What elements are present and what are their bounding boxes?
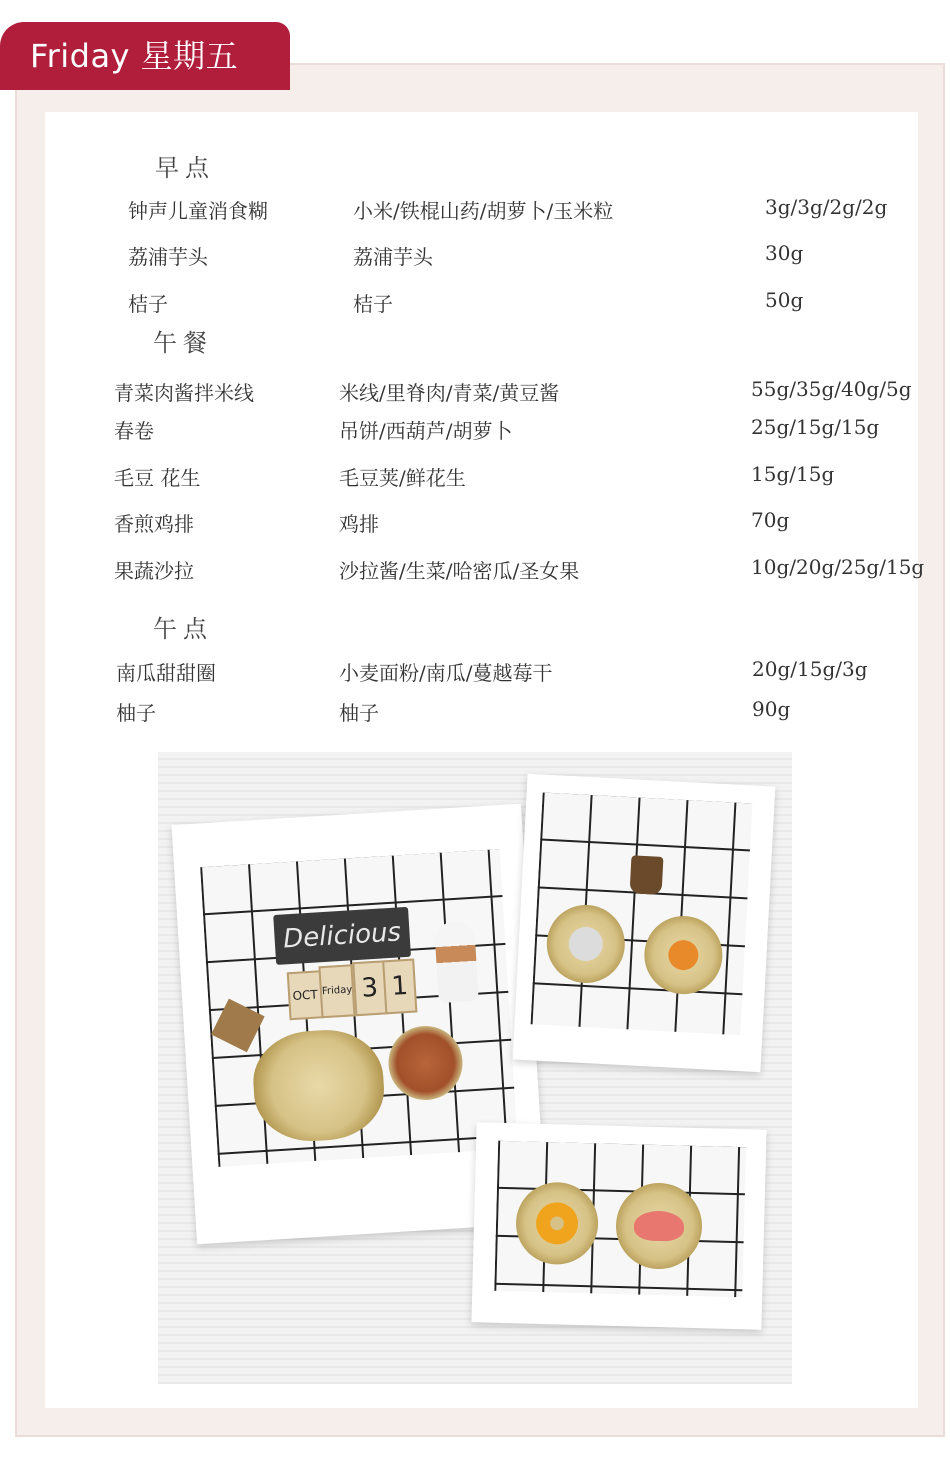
lunch-tray xyxy=(250,1027,386,1145)
dish-ingredients: 柚子 xyxy=(339,701,379,725)
dish-amount: 50g xyxy=(765,288,804,312)
dish-ingredients: 荔浦芋头 xyxy=(353,245,433,269)
dish-amount: 20g/15g/3g xyxy=(752,657,868,681)
noodle-bowl xyxy=(386,1024,464,1102)
dish-ingredients: 小米/铁棍山药/胡萝卜/玉米粒 xyxy=(353,199,614,223)
dish-name: 果蔬沙拉 xyxy=(114,559,194,583)
photo-collage xyxy=(158,752,792,1384)
day-tab: Friday 星期五 xyxy=(0,22,290,90)
snack-photo-card xyxy=(471,1122,766,1330)
lunch-photo xyxy=(200,849,518,1167)
dish-amount: 10g/20g/25g/15g xyxy=(751,555,925,579)
dish-name: 青菜肉酱拌米线 xyxy=(114,381,254,405)
calendar-block-month: OCT xyxy=(287,970,324,1020)
calendar-block-weekday: Friday xyxy=(318,964,355,1018)
breakfast-photo-card xyxy=(513,774,776,1073)
section-title-snack: 午点 xyxy=(153,609,213,644)
snack-photo xyxy=(494,1141,746,1297)
dish-amount: 70g xyxy=(751,508,790,532)
dish-amount: 25g/15g/15g xyxy=(751,415,880,439)
section-title-lunch: 午餐 xyxy=(153,323,213,358)
drink-cup xyxy=(630,855,664,895)
dish-amount: 90g xyxy=(752,697,791,721)
delicious-sign: Delicious xyxy=(273,907,411,965)
dish-name: 钟声儿童消食糊 xyxy=(128,199,268,223)
dish-name: 柚子 xyxy=(116,701,156,725)
wooden-puzzle xyxy=(211,999,265,1053)
breakfast-photo xyxy=(531,793,753,1036)
dish-ingredients: 桔子 xyxy=(353,292,393,316)
dish-ingredients: 米线/里脊肉/青菜/黄豆酱 xyxy=(339,381,560,405)
dish-name: 毛豆 花生 xyxy=(114,466,201,490)
section-title-breakfast: 早点 xyxy=(155,148,215,183)
dish-ingredients: 吊饼/西葫芦/胡萝卜 xyxy=(339,419,513,443)
dish-amount: 3g/3g/2g/2g xyxy=(765,195,888,219)
calendar-block-day-tens: 3 xyxy=(352,960,387,1016)
chef-figurine xyxy=(434,921,479,1003)
pomelo xyxy=(634,1210,685,1241)
dish-name: 南瓜甜甜圈 xyxy=(116,661,216,685)
dish-amount: 30g xyxy=(765,241,804,265)
dish-amount: 15g/15g xyxy=(751,462,835,486)
dish-ingredients: 小麦面粉/南瓜/蔓越莓干 xyxy=(339,661,553,685)
dish-amount: 55g/35g/40g/5g xyxy=(751,377,912,401)
dish-name: 荔浦芋头 xyxy=(128,245,208,269)
dish-ingredients: 沙拉酱/生菜/哈密瓜/圣女果 xyxy=(339,559,580,583)
dish-name: 春卷 xyxy=(114,419,154,443)
dish-ingredients: 毛豆荚/鲜花生 xyxy=(339,466,466,490)
dish-name: 桔子 xyxy=(128,292,168,316)
dish-ingredients: 鸡排 xyxy=(339,512,379,536)
dish-name: 香煎鸡排 xyxy=(114,512,194,536)
calendar-block-day-ones: 1 xyxy=(382,959,417,1015)
